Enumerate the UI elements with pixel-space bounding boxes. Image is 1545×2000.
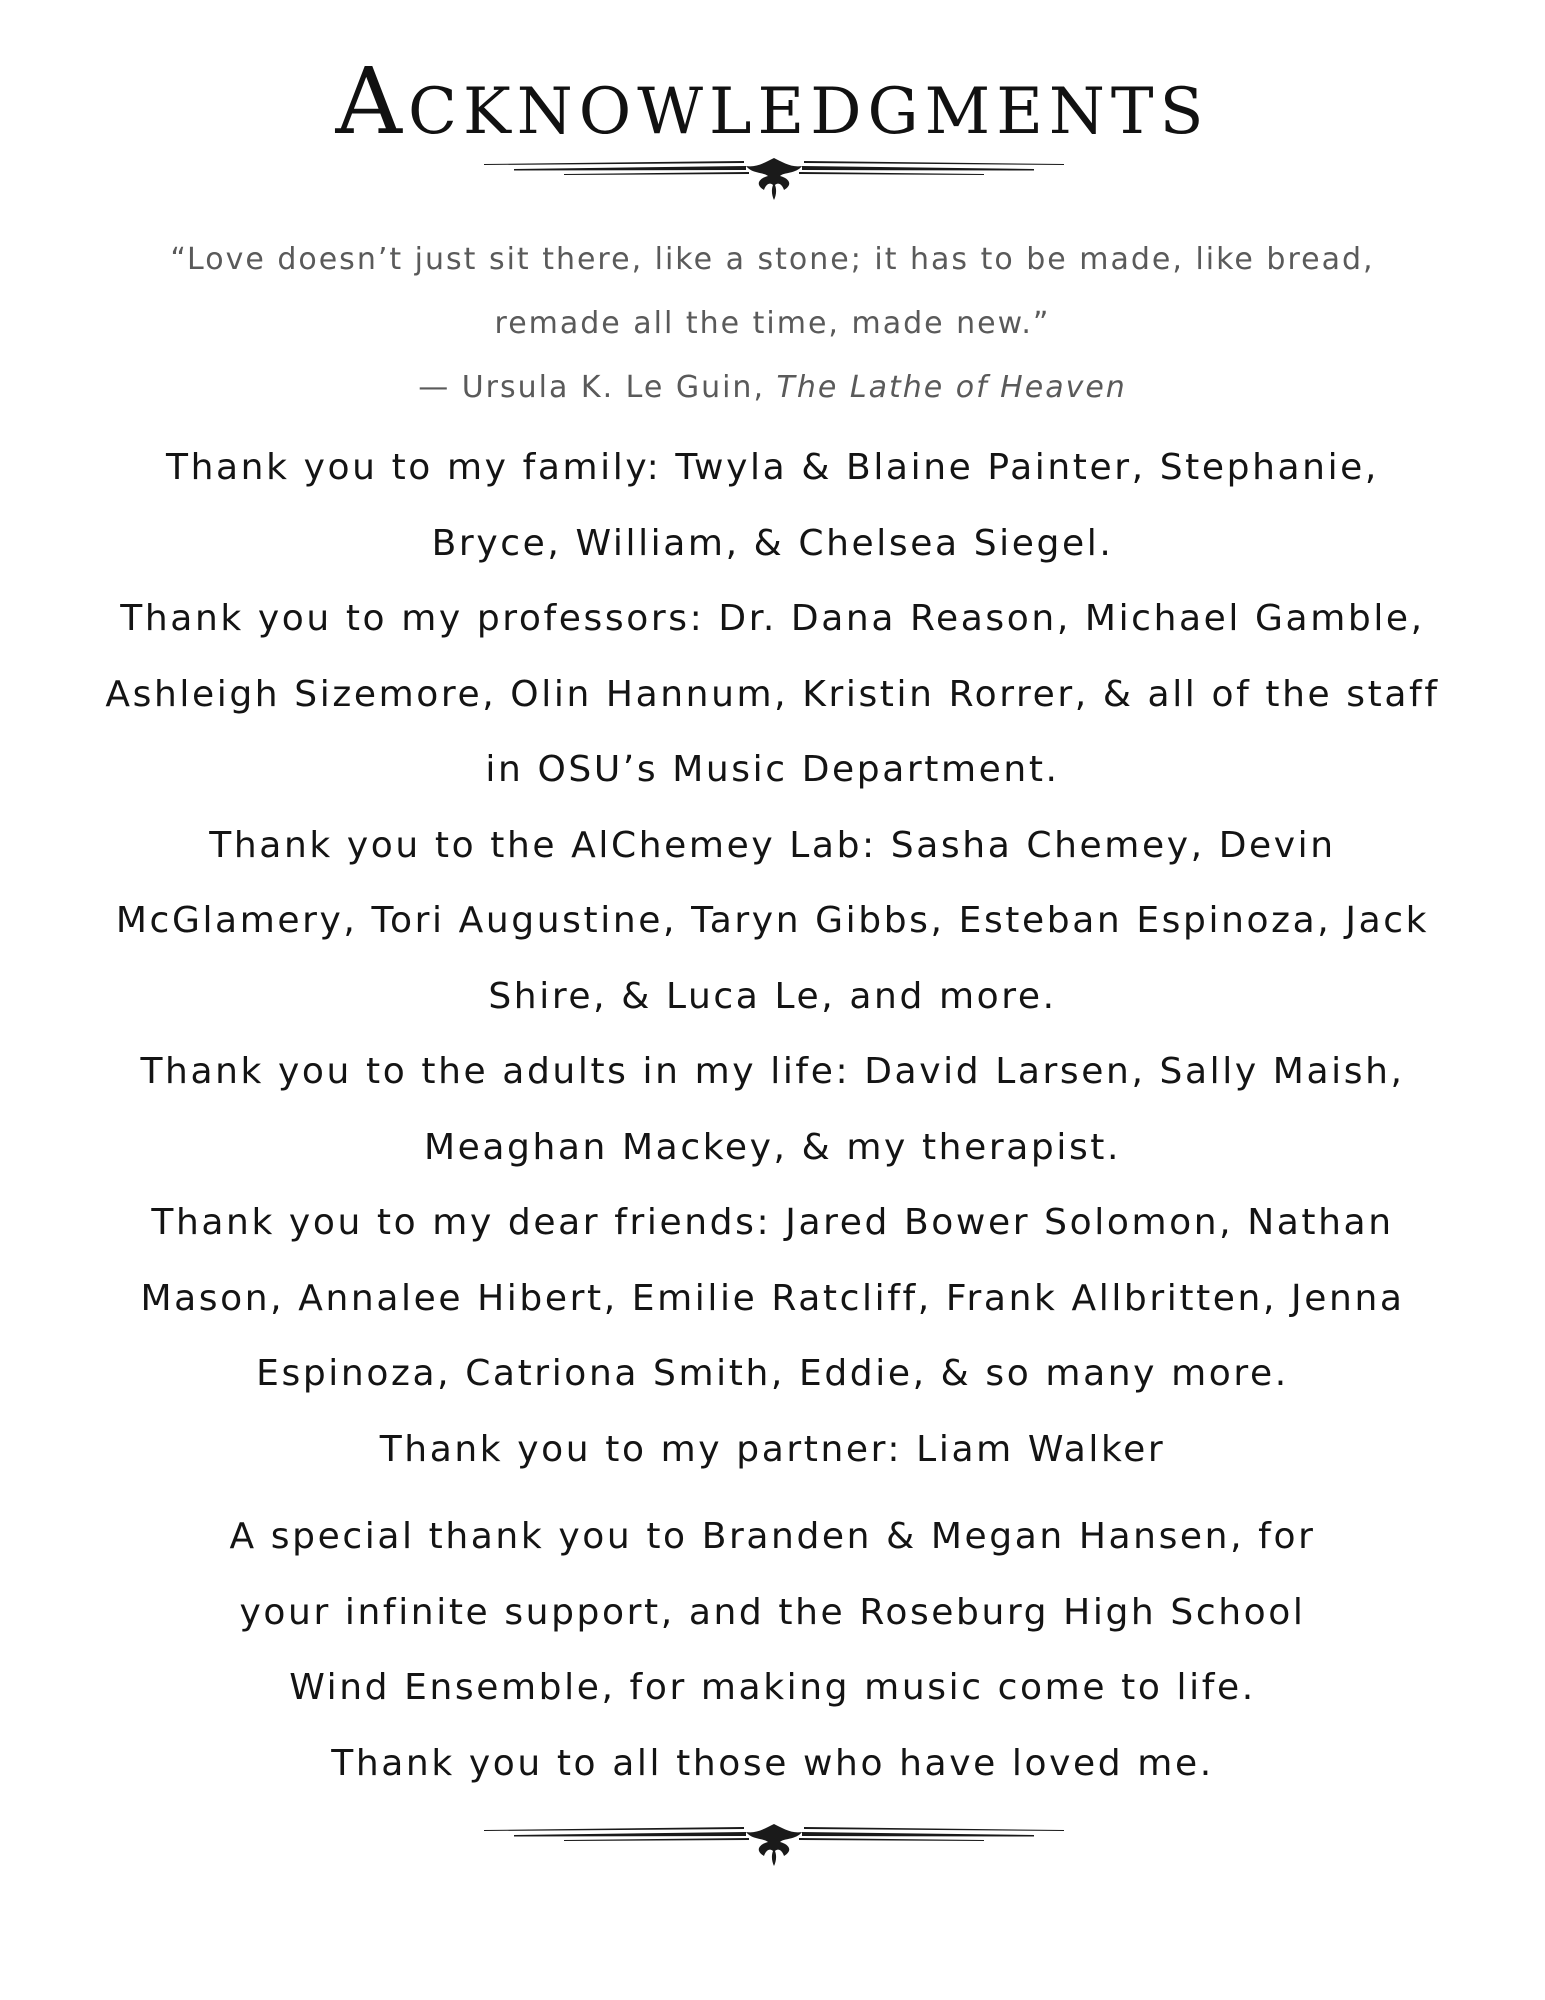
quote-line: remade all the time, made new.” [494,306,1051,341]
thanks-line: Ashleigh Sizemore, Olin Hannum, Kristin Rorrer, & all of the staff [105,673,1440,715]
special-thanks-line: A special thank you to Branden & Megan Hansen, for [229,1516,1316,1557]
thanks-line: McGlamery, Tori Augustine, Taryn Gibbs, Esteban Espinoza, Jack [115,900,1430,941]
special-thanks-line: Thank you to all those who have loved me. [331,1742,1214,1784]
attribution-author: — Ursula K. Le Guin, [418,370,777,405]
special-thanks-line: Wind Ensemble, for making music come to life. [289,1667,1256,1708]
thanks-line: in OSU’s Music Department. [485,749,1060,790]
attribution-book-title: The Lathe of Heaven [776,370,1127,405]
thanks-line: Thank you to my dear friends: Jared Bower Solomon, Nathan [151,1202,1394,1243]
thanks-line: Espinoza, Catriona Smith, Eddie, & so many more. [256,1353,1289,1394]
quote-line: “Love doesn’t just sit there, like a stone; it has to be made, like bread, [170,242,1375,277]
epigraph-quote [80,228,1465,420]
thanks-line: Thank you to the adults in my life: David Larsen, Sally Maish, [140,1051,1405,1092]
decorative-divider-icon [484,152,1064,202]
thanks-line: Thank you to my professors: Dr. Dana Reason, Michael Gamble, [120,598,1425,639]
quote-attribution [80,356,1465,420]
decorative-divider-icon [484,1818,1064,1868]
thanks-line: Shire, & Luca Le, and more. [488,975,1057,1017]
thanks-line: Thank you to the AlChemey Lab: Sasha Chemey, Devin [209,824,1336,866]
thanks-line: Meaghan Mackey, & my therapist. [423,1126,1122,1168]
special-thanks [50,1499,1495,1801]
thanks-list [50,430,1495,1487]
special-thanks-line: your infinite support, and the Roseburg High School [239,1591,1306,1633]
thanks-line: Mason, Annalee Hibert, Emilie Ratcliff, Frank Allbritten, Jenna [140,1277,1405,1319]
page-title: Acknowledgments [335,48,1210,155]
thanks-line: Bryce, William, & Chelsea Siegel. [431,522,1114,564]
thanks-line: Thank you to my family: Twyla & Blaine Painter, Stephanie, [166,447,1379,488]
thanks-line: Thank you to my partner: Liam Walker [379,1428,1166,1470]
